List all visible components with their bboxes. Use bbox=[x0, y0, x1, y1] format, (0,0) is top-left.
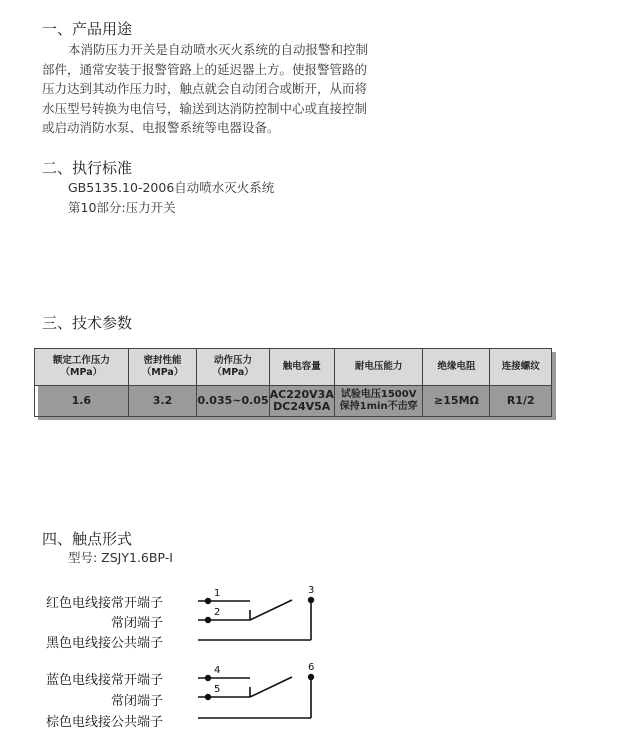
table-cell: AC220V3A DC24V5A bbox=[269, 386, 334, 417]
switch-blade-2 bbox=[250, 677, 292, 697]
header-cell: 耐电压能力 bbox=[334, 349, 423, 386]
wire-label-blue: 蓝色电线接常开端子 bbox=[45, 673, 163, 688]
wire-label-black: 黑色电线接公共端子 bbox=[45, 636, 163, 651]
terminal-1-dot bbox=[206, 599, 211, 604]
header-cell: 密封性能 （MPa） bbox=[128, 349, 197, 386]
standard-line-1: GB5135.10-2006自动喷水灭火系统 bbox=[68, 180, 275, 195]
header-cell: 触电容量 bbox=[269, 349, 334, 386]
purpose-line-1: 本消防压力开关是自动喷水灭火系统的自动报警和控制 bbox=[68, 42, 369, 57]
table-cell: 试验电压1500V 保持1min不击穿 bbox=[334, 386, 423, 417]
wire-label-nc-2: 常闭端子 bbox=[110, 694, 163, 709]
wire-label-red: 红色电线接常开端子 bbox=[45, 596, 163, 611]
terminal-6-dot bbox=[309, 675, 314, 680]
header-cell: 绝缘电阻 bbox=[423, 349, 490, 386]
terminal-5-label: 5 bbox=[214, 684, 221, 695]
wire-label-nc: 常闭端子 bbox=[110, 616, 163, 631]
standard-line-2: 第10部分:压力开关 bbox=[68, 200, 176, 215]
terminal-2-label: 2 bbox=[214, 607, 221, 618]
spec-table bbox=[34, 348, 552, 417]
section-2-title: 二、执行标准 bbox=[42, 159, 133, 177]
purpose-line-2: 部件，通常安装于报警管路上的延迟器上方。使报警管路的 bbox=[42, 61, 368, 77]
section-4-title: 四、触点形式 bbox=[42, 530, 133, 548]
switch-blade-1 bbox=[250, 600, 292, 620]
section-1-title: 一、产品用途 bbox=[42, 20, 133, 38]
section-3-title: 三、技术参数 bbox=[42, 314, 133, 332]
table-cell: 3.2 bbox=[128, 386, 197, 417]
contact-diagram bbox=[190, 580, 330, 735]
table-cell: R1/2 bbox=[490, 386, 552, 417]
table-header-row bbox=[35, 349, 552, 386]
header-cell: 额定工作压力 （MPa） bbox=[35, 349, 129, 386]
table-cell: 0.035~0.05 bbox=[197, 386, 269, 417]
terminal-4-label: 4 bbox=[214, 665, 221, 676]
table-cell: 1.6 bbox=[35, 386, 129, 417]
terminal-6-label: 6 bbox=[308, 662, 315, 673]
wire-label-brown: 棕色电线接公共端子 bbox=[45, 715, 163, 730]
purpose-line-5: 或启动消防水泵、电报警系统等电器设备。 bbox=[42, 120, 280, 135]
purpose-line-4: 水压型号转换为电信号，输送到达消防控制中心或直接控制 bbox=[42, 100, 368, 116]
table-row bbox=[35, 386, 552, 417]
terminal-2-dot bbox=[206, 618, 211, 623]
terminal-5-dot bbox=[206, 695, 211, 700]
table-cell: ≥15MΩ bbox=[423, 386, 490, 417]
terminal-3-label: 3 bbox=[308, 585, 315, 596]
header-cell: 动作压力 （MPa） bbox=[197, 349, 269, 386]
terminal-1-label: 1 bbox=[214, 588, 221, 599]
purpose-line-3: 压力达到其动作压力时，触点就会自动闭合或断开，从而将 bbox=[42, 81, 368, 96]
header-cell: 连接螺纹 bbox=[490, 349, 552, 386]
terminal-4-dot bbox=[206, 676, 211, 681]
model-label: 型号: ZSJY1.6BP-I bbox=[68, 550, 173, 565]
terminal-3-dot bbox=[309, 598, 314, 603]
